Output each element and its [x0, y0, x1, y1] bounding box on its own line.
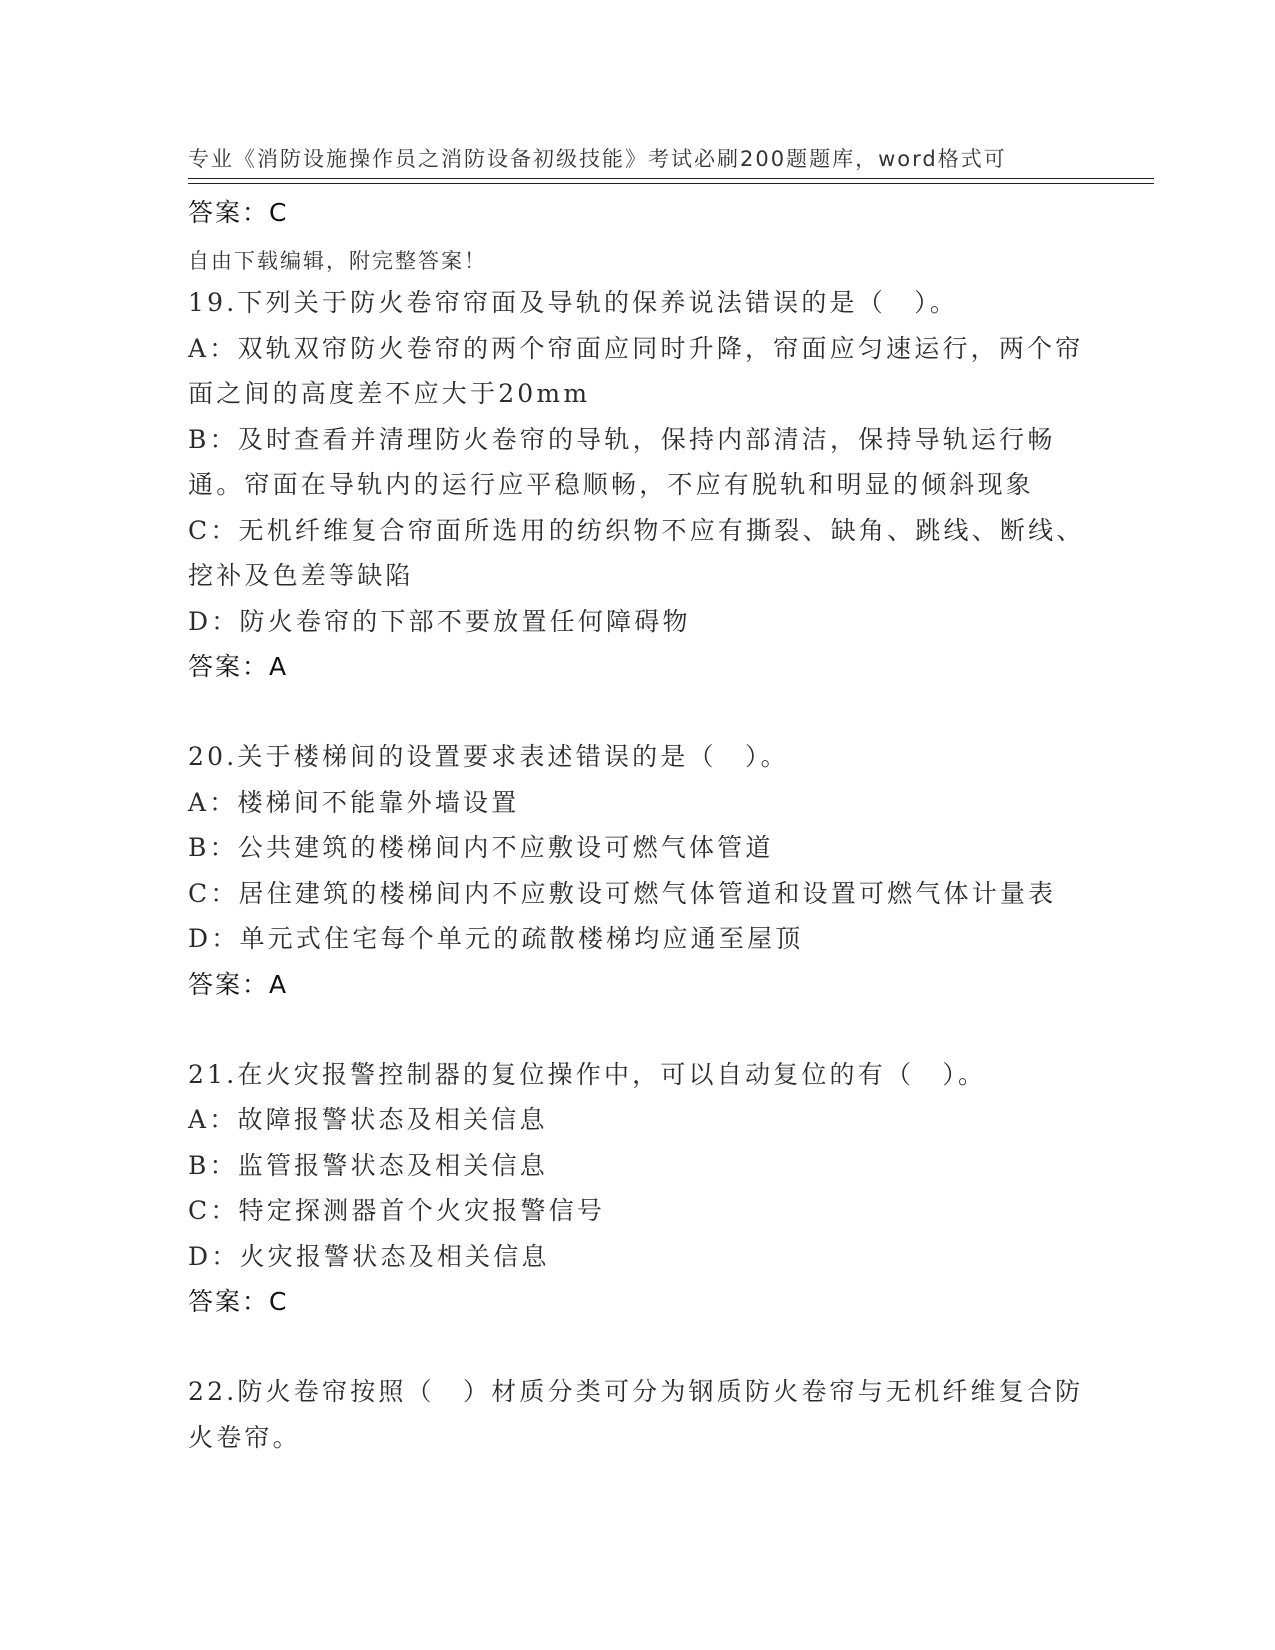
- header-line-1: 专业《消防设施操作员之消防设备初级技能》考试必刷200题题库，word格式可: [188, 147, 1007, 171]
- option-a: A：楼梯间不能靠外墙设置: [188, 787, 520, 817]
- option-a: A：故障报警状态及相关信息: [188, 1105, 548, 1134]
- option-b: B：及时查看并清理防火卷帘的导轨，保持内部清洁，保持导轨运行畅通。帘面在导轨内的运行应平稳顺畅，不应有脱轨和明显的倾斜现象: [188, 424, 1056, 499]
- answer-line: 答案：A: [188, 969, 289, 999]
- option-a: A：双轨双帘防火卷帘的两个帘面应同时升降，帘面应匀速运行，两个帘面之间的高度差不应大于20mm: [188, 333, 1084, 408]
- option-d: D：火灾报警状态及相关信息: [188, 1241, 550, 1271]
- header-line-2: 自由下载编辑，附完整答案！: [188, 249, 487, 273]
- option-b: B：公共建筑的楼梯间内不应敷设可燃气体管道: [188, 833, 774, 862]
- option-d: D：防火卷帘的下部不要放置任何障碍物: [188, 606, 691, 636]
- question-20: [188, 734, 1088, 1008]
- answer-line: 答案：C: [188, 1287, 289, 1316]
- question-stem: 22.防火卷帘按照（ ）材质分类可分为钢质防火卷帘与无机纤维复合防火卷帘。: [188, 1377, 1084, 1452]
- header-divider-top: [188, 178, 1154, 179]
- question-stem: 20.关于楼梯间的设置要求表述错误的是（ ）。: [188, 742, 789, 771]
- option-c: C：无机纤维复合帘面所选用的纺织物不应有撕裂、缺角、跳线、断线、挖补及色差等缺陷: [188, 515, 1085, 590]
- answer-line: 答案：A: [188, 652, 289, 681]
- document-body: [188, 190, 1088, 1460]
- option-b: B：监管报警状态及相关信息: [188, 1150, 548, 1180]
- question-stem: 21.在火灾报警控制器的复位操作中，可以自动复位的有（ ）。: [188, 1059, 987, 1089]
- option-c: C：居住建筑的楼梯间内不应敷设可燃气体管道和设置可燃气体计量表: [188, 878, 1057, 908]
- question-19: [188, 280, 1088, 690]
- answer-line: 答案：C: [188, 198, 289, 227]
- question-22: [188, 1369, 1088, 1460]
- question-stem: 19.下列关于防火卷帘帘面及导轨的保养说法错误的是（ ）。: [188, 288, 959, 317]
- option-c: C：特定探测器首个火灾报警信号: [188, 1196, 606, 1225]
- option-d: D：单元式住宅每个单元的疏散楼梯均应通至屋顶: [188, 924, 804, 953]
- question-21: [188, 1052, 1088, 1326]
- header-divider-bottom: [188, 183, 1154, 184]
